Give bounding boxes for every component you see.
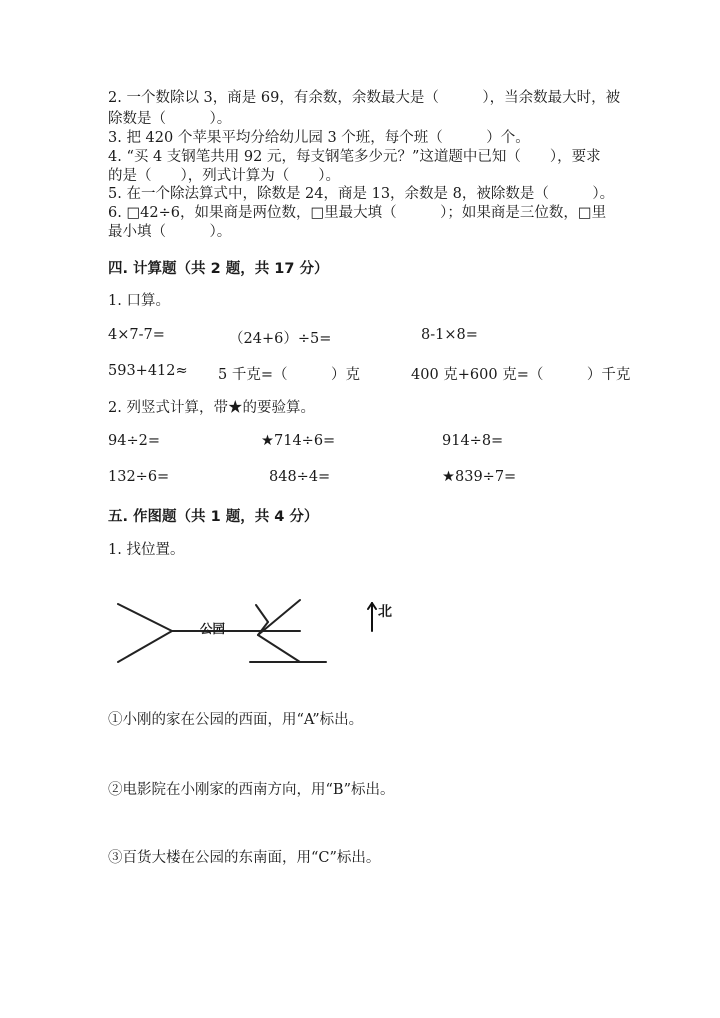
vertical-item: ★714÷6= [261,433,336,449]
q4-line1: 4. “买 4 支钢笔共用 92 元，每支钢笔多少元？”这道题中已知（ ），要求 [108,149,601,165]
oral-item: 5 千克=（ ）克 [218,367,360,383]
task-item: ①小刚的家在公园的西面，用“A”标出。 [108,712,364,728]
vertical-item: 914÷8= [442,433,504,449]
q5-line: 5. 在一个除法算式中，除数是 24，商是 13，余数是 8，被除数是（ ）。 [108,186,615,202]
map-road [258,635,300,662]
oral-item: 8-1×8= [421,327,478,343]
oral-item: 4×7-7= [108,327,165,343]
vertical-item: 132÷6= [108,469,170,485]
oral-item: 400 克+600 克=（ ）千克 [411,367,631,383]
park-map-diagram [110,592,410,672]
find-position-title: 1. 找位置。 [108,542,185,558]
q4-line2: 的是（ ），列式计算为（ ）。 [108,168,340,184]
vertical-item: 94÷2= [108,433,160,449]
q2-line1: 2. 一个数除以 3，商是 69，有余数，余数最大是（ ），当余数最大时，被 [108,90,621,106]
q6-line2: 最小填（ ）。 [108,224,232,240]
oral-calc-title: 1. 口算。 [108,293,170,309]
q2-line2: 除数是（ ）。 [108,111,232,127]
map-road [118,604,172,631]
section5-heading: 五. 作图题（共 1 题，共 4 分） [108,509,319,525]
oral-item: （24+6）÷5= [229,331,332,347]
q3-line: 3. 把 420 个苹果平均分给幼儿园 3 个班，每个班（ ）个。 [108,130,530,146]
vertical-calc-title: 2. 列竖式计算，带★的要验算。 [108,400,315,416]
task-item: ③百货大楼在公园的东南面，用“C”标出。 [108,850,381,866]
q6-line1: 6. □42÷6，如果商是两位数，□里最大填（ ）；如果商是三位数，□里 [108,205,607,221]
map-road [256,605,268,622]
task-item: ②电影院在小刚家的西南方向，用“B”标出。 [108,782,395,798]
north-label: 北 [378,604,392,620]
vertical-item: ★839÷7= [442,469,517,485]
oral-item: 593+412≈ [108,363,188,379]
vertical-item: 848÷4= [269,469,331,485]
map-road [118,631,172,662]
section4-heading: 四. 计算题（共 2 题，共 17 分） [108,261,329,277]
park-label: 公园 [200,621,226,636]
